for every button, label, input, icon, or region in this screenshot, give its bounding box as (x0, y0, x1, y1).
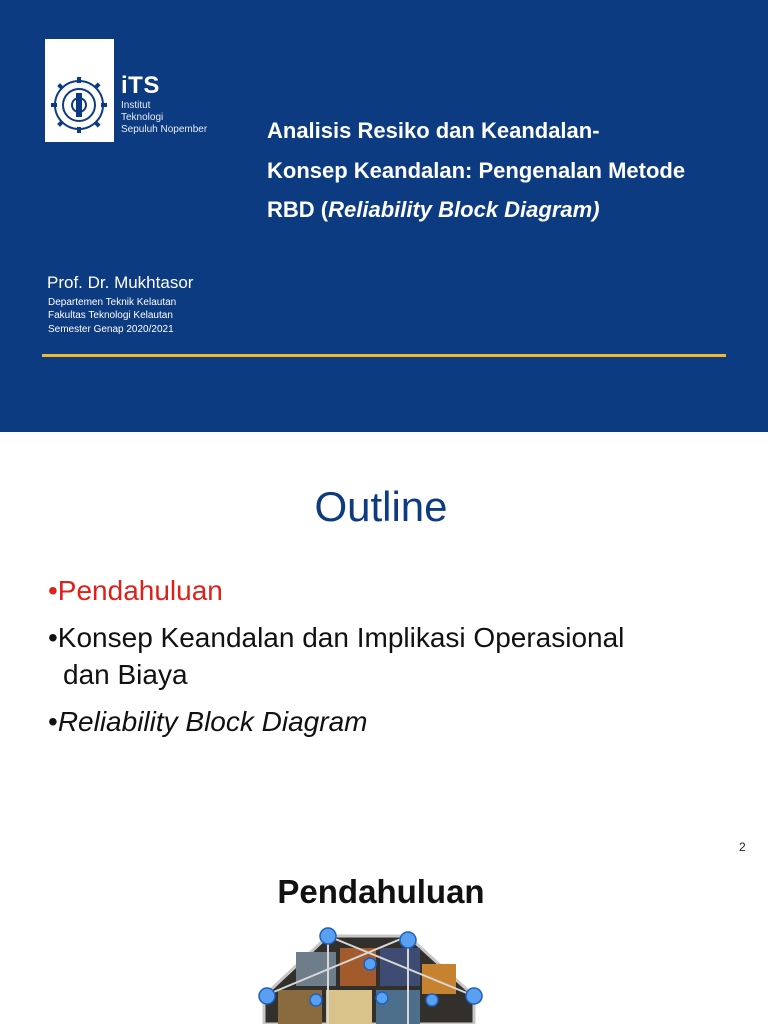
bullet-konsep-line-1: •Konsep Keandalan dan Implikasi Operasional (48, 622, 625, 653)
bullet-rbd (48, 706, 367, 738)
department: Departemen Teknik Kelautan (48, 297, 177, 308)
author-name: Prof. Dr. Mukhtasor (47, 273, 194, 292)
title-prefix: RBD ( (267, 197, 329, 222)
its-logo (45, 39, 114, 142)
pendahuluan-title: Pendahuluan (277, 873, 485, 910)
slide-title-line-2: Konsep Keandalan: Pengenalan Metode (267, 158, 686, 183)
slide-title-line-3 (267, 197, 600, 223)
institution-line-1: Institut (121, 100, 151, 111)
bullet-pendahuluan: •Pendahuluan (48, 575, 223, 606)
its-seal-icon (49, 73, 109, 137)
outline-title: Outline (314, 483, 448, 530)
brand-name: iTS (121, 72, 160, 99)
title-italic: Reliability Block Diagram) (328, 197, 600, 222)
title-slide (0, 0, 768, 432)
bullet-rbd-text: Reliability Block Diagram (57, 706, 368, 737)
institution-line-3: Sepuluh Nopember (121, 124, 208, 135)
bullet-konsep-line-2: dan Biaya (63, 659, 188, 690)
semester: Semester Genap 2020/2021 (48, 324, 174, 335)
faculty: Fakultas Teknologi Kelautan (48, 310, 173, 321)
institution-line-2: Teknologi (121, 112, 164, 123)
divider-rule (42, 354, 726, 357)
bullet-marker: • (48, 706, 58, 737)
network-collage-icon (256, 924, 496, 1024)
slide-title-line-1: Analisis Resiko dan Keandalan- (267, 118, 600, 143)
page-number: 2 (739, 840, 746, 854)
